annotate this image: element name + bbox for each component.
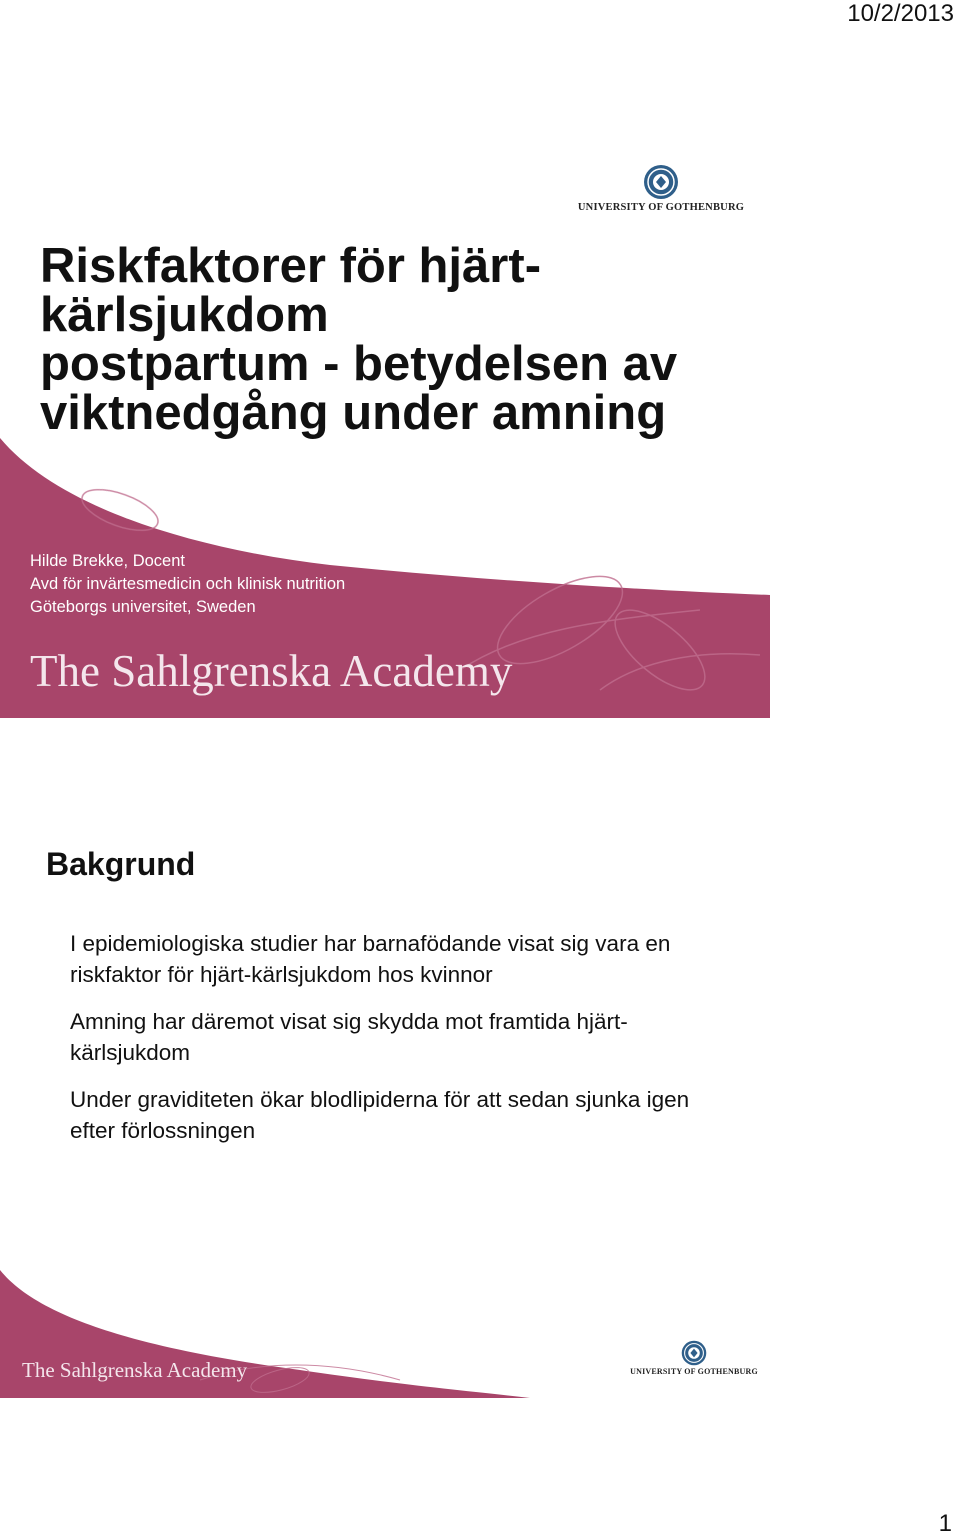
bullet-item: I epidemiologiska studier har barnafödande visat sig vara en riskfaktor för hjärt-kärlsjukdom hos kvinnor bbox=[70, 931, 671, 987]
date-stamp: 10/2/2013 bbox=[847, 0, 954, 27]
magenta-footer-band bbox=[0, 820, 770, 1398]
content-slide bbox=[0, 820, 770, 1398]
title-line: Riskfaktorer för hjärt- bbox=[40, 239, 542, 293]
author-line: Avd för invärtesmedicin och klinisk nutrition bbox=[30, 575, 346, 593]
page-number: 1 bbox=[938, 1510, 952, 1537]
academy-wordmark: The Sahlgrenska Academy bbox=[30, 646, 513, 696]
bullet-item: Amning har däremot visat sig skydda mot framtida hjärt-kärlsjukdom bbox=[70, 1009, 628, 1065]
title-line: kärlsjukdom bbox=[40, 288, 329, 342]
title-slide bbox=[0, 150, 770, 718]
title-line: viktnedgång under amning bbox=[40, 386, 667, 440]
university-logo-text: UNIVERSITY OF GOTHENBURG bbox=[630, 1367, 758, 1376]
university-seal-icon bbox=[681, 1340, 707, 1366]
author-line: Göteborgs universitet, Sweden bbox=[30, 598, 256, 616]
magenta-band bbox=[0, 150, 770, 718]
bullet-item: Under graviditeten ökar blodlipiderna för att sedan sjunka igen efter förlossningen bbox=[70, 1087, 690, 1143]
slide-heading: Bakgrund bbox=[46, 846, 196, 882]
author-info bbox=[30, 550, 345, 619]
author-line: Hilde Brekke, Docent bbox=[30, 552, 185, 570]
title-line: postpartum - betydelsen av bbox=[40, 337, 678, 391]
university-logo-text: UNIVERSITY OF GOTHENBURG bbox=[577, 202, 745, 213]
university-logo bbox=[630, 1340, 758, 1376]
academy-wordmark: The Sahlgrenska Academy bbox=[22, 1358, 248, 1382]
